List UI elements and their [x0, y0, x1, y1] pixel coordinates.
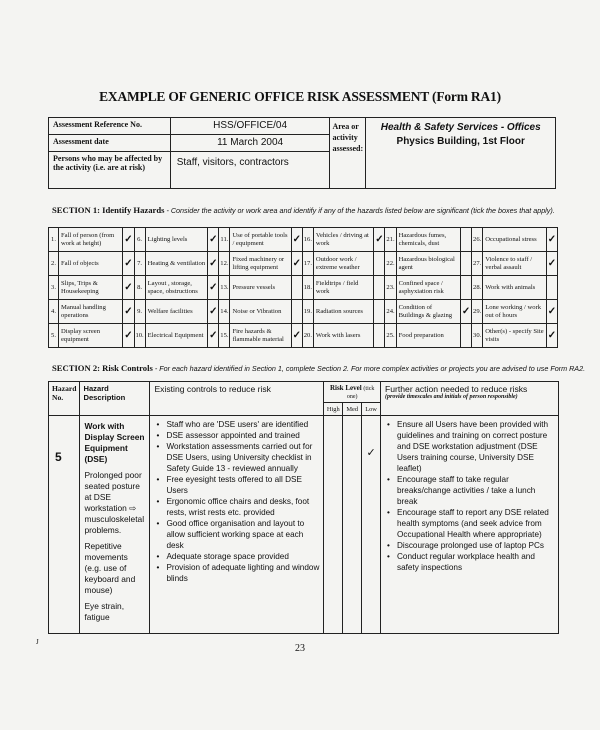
persons-label: Persons who may be affected by the activity (i.e. are at risk) [49, 152, 171, 189]
hazard-tick-box[interactable]: ✓ [291, 324, 302, 348]
further-action-list [381, 416, 558, 573]
hazard-number: 3. [49, 276, 59, 300]
existing-controls-cell [150, 416, 324, 634]
hazard-number: 24. [385, 300, 396, 324]
hazard-tick-box[interactable]: ✓ [208, 252, 219, 276]
further-action-cell [381, 416, 559, 634]
col-existing-controls: Existing controls to reduce risk [150, 382, 324, 416]
col-hazard-desc: Hazard Description [80, 382, 150, 416]
section1-heading [52, 205, 555, 215]
risk-med-cell [343, 416, 362, 634]
hazard-row [49, 228, 558, 252]
hazard-label: Layout , storage, space, obstructions [145, 276, 208, 300]
col-hazard-no: Hazard No. [49, 382, 80, 416]
hazard-number: 22. [385, 252, 396, 276]
hazard-tick-box[interactable]: ✓ [208, 324, 219, 348]
further-action-item: • Encourage staff to take regular breaks/change activities / take a lunch break [397, 474, 556, 507]
hazard-label: Confined space / asphyxiation risk [396, 276, 460, 300]
hazard-tick-box[interactable] [460, 324, 471, 348]
hazard-label: Food preparation [396, 324, 460, 348]
hazard-label: Hazardous biological agent [396, 252, 460, 276]
hazard-number: 5. [49, 324, 59, 348]
hazard-row [49, 300, 558, 324]
further-action-item: • Conduct regular workplace health and safety inspections [397, 551, 556, 573]
hazard-tick-box[interactable] [546, 276, 557, 300]
hazard-tick-box[interactable]: ✓ [123, 228, 134, 252]
hazard-tick-box[interactable]: ✓ [208, 228, 219, 252]
hazard-label: Condition of Buildings & glazing [396, 300, 460, 324]
area-value [366, 118, 556, 189]
hazard-number: 17. [302, 252, 313, 276]
hazard-number: 11. [219, 228, 230, 252]
risk-low-tick: ✓ [362, 416, 381, 634]
date-value: 11 March 2004 [170, 135, 330, 152]
hazard-number: 5 [49, 416, 80, 634]
hazard-label: Fixed machinery or lifting equipment [230, 252, 291, 276]
hazard-tick-box[interactable] [460, 276, 471, 300]
col-further-action: Further action needed to reduce risks (provide timescales and initials of person responsible) [381, 382, 559, 416]
hazard-tick-box[interactable] [291, 300, 302, 324]
hazard-tick-box[interactable]: ✓ [208, 300, 219, 324]
page-number: 23 [295, 643, 305, 654]
hazard-tick-box[interactable] [374, 300, 385, 324]
assessment-info-table [48, 117, 556, 189]
area-label: Area or activity assessed: [330, 118, 366, 189]
section1-instruction: - Consider the activity or work area and identify if any of the hazards listed below are significant (tick the boxes that apply). [164, 206, 555, 215]
hazard-tick-box[interactable]: ✓ [291, 252, 302, 276]
hazard-desc-p1: Prolonged poor seated posture at DSE workstation ⇨ musculoskeletal problems. [84, 470, 145, 535]
hazard-number: 13. [219, 276, 230, 300]
existing-control-item: • Provision of adequate lighting and window blinds [166, 562, 321, 584]
hazard-number: 16. [302, 228, 313, 252]
existing-control-item: • Ergonomic office chairs and desks, foot rests, wrist rests etc. provided [166, 496, 321, 518]
persons-value: Staff, visitors, contractors [170, 152, 330, 189]
hazard-number: 7. [134, 252, 145, 276]
hazard-number: 25. [385, 324, 396, 348]
hazard-number: 29. [472, 300, 483, 324]
hazard-label: Welfare facilities [145, 300, 208, 324]
existing-control-item: • Workstation assessments carried out for DSE Users, using University checklist in Safety Guide 13 - reviewed annually [166, 441, 321, 474]
hazard-number: 30. [472, 324, 483, 348]
hazard-label: Use of portable tools / equipment [230, 228, 291, 252]
hazard-desc-p3: Eye strain, fatigue [84, 601, 125, 622]
hazard-tick-box[interactable] [374, 276, 385, 300]
existing-control-item: • Good office organisation and layout to allow sufficient working space at each desk [166, 518, 321, 551]
hazard-number: 23. [385, 276, 396, 300]
area-value-line1: Health & Safety Services - Offices [380, 122, 541, 133]
hazard-tick-box[interactable] [374, 252, 385, 276]
ref-value: HSS/OFFICE/04 [170, 118, 330, 135]
hazard-number: 9. [134, 300, 145, 324]
hazard-tick-box[interactable]: ✓ [208, 276, 219, 300]
hazard-tick-box[interactable]: ✓ [123, 300, 134, 324]
hazard-tick-box[interactable] [460, 252, 471, 276]
hazard-label: Heating & ventilation [145, 252, 208, 276]
existing-control-item: • Staff who are 'DSE users' are identified [166, 419, 321, 430]
hazard-tick-box[interactable] [460, 228, 471, 252]
further-action-item: • Ensure all Users have been provided with guidelines and training on correct posture and DSE workstation adjustment (DSE Users training course, University DSE leaflet) [397, 419, 556, 474]
table-row [49, 416, 559, 634]
page-title: EXAMPLE OF GENERIC OFFICE RISK ASSESSMENT (Form RA1) [99, 89, 501, 104]
hazard-number: 15. [219, 324, 230, 348]
hazard-number: 21. [385, 228, 396, 252]
hazard-row [49, 276, 558, 300]
hazard-label: Lone working / work out of hours [483, 300, 547, 324]
hazard-number: 20. [302, 324, 313, 348]
hazard-label: Lighting levels [145, 228, 208, 252]
hazard-tick-box[interactable]: ✓ [546, 252, 557, 276]
hazard-label: Slips, Trips & Housekeeping [59, 276, 123, 300]
hazard-row [49, 324, 558, 348]
hazard-label: Hazardous fumes, chemicals, dust [396, 228, 460, 252]
hazard-row [49, 252, 558, 276]
section2-heading [52, 363, 585, 373]
existing-control-item: • Free eyesight tests offered to all DSE Users [166, 474, 321, 496]
section2-title: SECTION 2: Risk Controls [52, 363, 153, 373]
hazard-number: 26. [472, 228, 483, 252]
risk-high-cell [324, 416, 343, 634]
col-high: High [324, 403, 343, 416]
area-value-line2: Physics Building, 1st Floor [396, 136, 525, 147]
hazard-tick-box[interactable]: ✓ [123, 252, 134, 276]
existing-control-item: • DSE assessor appointed and trained [166, 430, 321, 441]
hazard-tick-box[interactable]: ✓ [291, 228, 302, 252]
hazard-desc-p2: Repetitive movements (e.g. use of keyboard and mouse) [84, 541, 136, 595]
hazard-number: 8. [134, 276, 145, 300]
hazard-tick-box[interactable]: ✓ [546, 324, 557, 348]
hazard-number: 27. [472, 252, 483, 276]
hazard-tick-box[interactable]: ✓ [460, 300, 471, 324]
hazard-label: Vehicles / driving at work [313, 228, 373, 252]
date-label: Assessment date [49, 135, 171, 152]
hazard-label: Fall of objects [59, 252, 123, 276]
hazard-label: Pressure vessels [230, 276, 291, 300]
hazard-tick-box[interactable] [291, 276, 302, 300]
hazard-number: 12. [219, 252, 230, 276]
hazard-number: 19. [302, 300, 313, 324]
hazard-number: 10. [134, 324, 145, 348]
hazard-number: 28. [472, 276, 483, 300]
hazard-tick-box[interactable]: ✓ [123, 324, 134, 348]
hazard-label: Display screen equipment [59, 324, 123, 348]
hazards-grid [48, 227, 558, 348]
hazard-label: Electrical Equipment [145, 324, 208, 348]
col-risk-level: Risk Level (tick one) [324, 382, 381, 403]
hazard-number: 14. [219, 300, 230, 324]
hazard-label: Work with animals [483, 276, 547, 300]
section1-title: SECTION 1: Identify Hazards [52, 205, 165, 215]
section2-instruction: - For each hazard identified in Section 1, complete Section 2. For more complex activities or projects you are advised to use Form RA2. [152, 364, 586, 373]
hazard-tick-box[interactable]: ✓ [546, 300, 557, 324]
hazard-label: Fire hazards & flammable material [230, 324, 291, 348]
existing-control-item: • Adequate storage space provided [166, 551, 321, 562]
hazard-label: Radiation sources [313, 300, 373, 324]
hazard-number: 6. [134, 228, 145, 252]
hazard-label: Outdoor work / extreme weather [313, 252, 373, 276]
hazard-desc-title: Work with Display Screen Equipment (DSE) [84, 421, 145, 464]
hazard-tick-box[interactable] [374, 324, 385, 348]
hazard-tick-box[interactable]: ✓ [123, 276, 134, 300]
col-med: Med [343, 403, 362, 416]
hazard-number: 2. [49, 252, 59, 276]
hazard-label: Manual handling operations [59, 300, 123, 324]
hazard-label: Violence to staff / verbal assault [483, 252, 547, 276]
col-low: Low [362, 403, 381, 416]
existing-controls-list [150, 416, 323, 584]
margin-mark: J [36, 638, 39, 646]
hazard-label: Fieldtrips / field work [313, 276, 373, 300]
hazard-label: Other(s) - specify Site visits [483, 324, 547, 348]
risk-controls-table [48, 381, 559, 634]
further-action-item: • Encourage staff to report any DSE related health symptoms (and seek advice from Occupational Health where appropriate) [397, 507, 556, 540]
hazard-label: Occupational stress [483, 228, 547, 252]
hazard-tick-box[interactable]: ✓ [546, 228, 557, 252]
hazard-tick-box[interactable]: ✓ [374, 228, 385, 252]
further-action-item: • Discourage prolonged use of laptop PCs [397, 540, 556, 551]
hazard-number: 1. [49, 228, 59, 252]
hazard-number: 4. [49, 300, 59, 324]
hazard-label: Noise or Vibration [230, 300, 291, 324]
hazard-description [80, 416, 150, 634]
hazard-label: Work with lasers [313, 324, 373, 348]
ref-label: Assessment Reference No. [49, 118, 171, 135]
hazard-number: 18. [302, 276, 313, 300]
hazard-label: Fall of person (from work at height) [59, 228, 123, 252]
